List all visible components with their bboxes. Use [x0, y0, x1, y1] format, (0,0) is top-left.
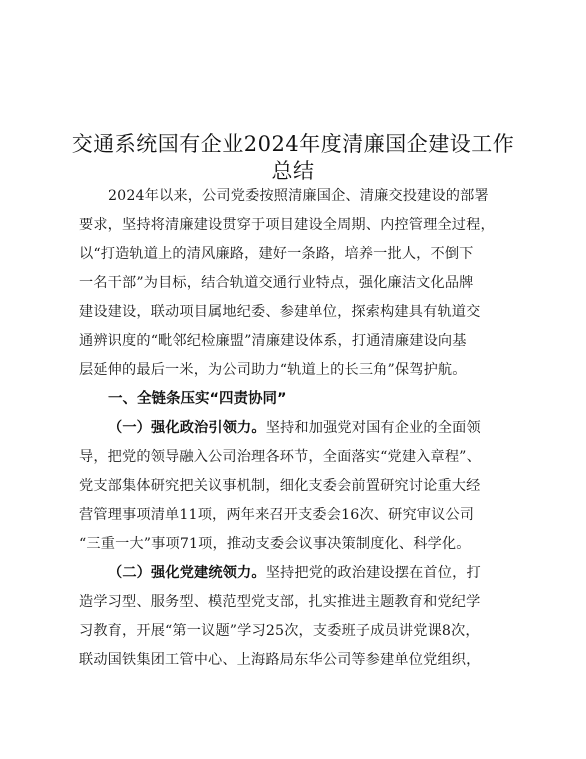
intro-line-7: 层延伸的最后一米，为公司助力“轨道上的长三角”保驾护航。 [79, 362, 467, 378]
sub-1-line-5: “三重一大”事项71项，推动支委会议事决策制度化、科学化。 [79, 536, 471, 552]
sub-1-first-text: 坚持和加强党对国有企业的全面领 [265, 420, 481, 436]
intro-line-5: 建设建设，联动项目属地纪委、参建单位，探索构建具有轨道交 [79, 304, 481, 320]
sub-1-label: （一）强化政治引领力。 [108, 420, 266, 436]
sub-1-line-4: 营管理事项清单11项，两年来召开支委会16次、研究审议公司 [79, 507, 475, 523]
intro-line-3: 以“打造轨道上的清风廉路，建好一条路，培养一批人，不倒下 [79, 246, 474, 262]
intro-line-6: 通辨识度的“毗邻纪检廉盟”清廉建设体系，打通清廉建设向基 [79, 333, 467, 349]
intro-line-2: 要求，坚持将清廉建设贯穿于项目建设全周期、内控管理全过程， [79, 217, 495, 233]
sub-2-label: （二）强化党建统领力。 [108, 565, 266, 581]
sub-1-first-line [108, 418, 548, 438]
sub-1-line-2: 导，把党的领导融入公司治理各环节，全面落实“党建入章程”、 [79, 449, 481, 465]
intro-line-1: 2024年以来，公司党委按照清廉国企、清廉交投建设的部署 [108, 188, 489, 204]
sub-2-line-4: 联动国铁集团工管中心、上海路局东华公司等参建单位党组织， [79, 652, 481, 668]
document-title-line-1: 交通系统国有企业2024年度清廉国企建设工作 [71, 132, 515, 156]
document-title-line-2: 总结 [271, 159, 315, 183]
intro-line-4: 一名干部”为目标，结合轨道交通行业特点，强化廉洁文化品牌 [79, 275, 474, 291]
sub-2-first-text: 坚持把党的政治建设摆在首位，打 [265, 565, 481, 581]
section-1-heading: 一、全链条压实“四责协同” [108, 391, 287, 407]
sub-2-first-line [108, 563, 548, 583]
sub-1-line-3: 党支部集体研究把关议事机制，细化支委会前置研究讨论重大经 [79, 478, 481, 494]
sub-2-line-3: 习教育，开展“第一议题”学习25次，支委班子成员讲党课8次， [79, 623, 480, 639]
sub-2-line-2: 造学习型、服务型、模范型党支部，扎实推进主题教育和党纪学 [79, 594, 481, 610]
